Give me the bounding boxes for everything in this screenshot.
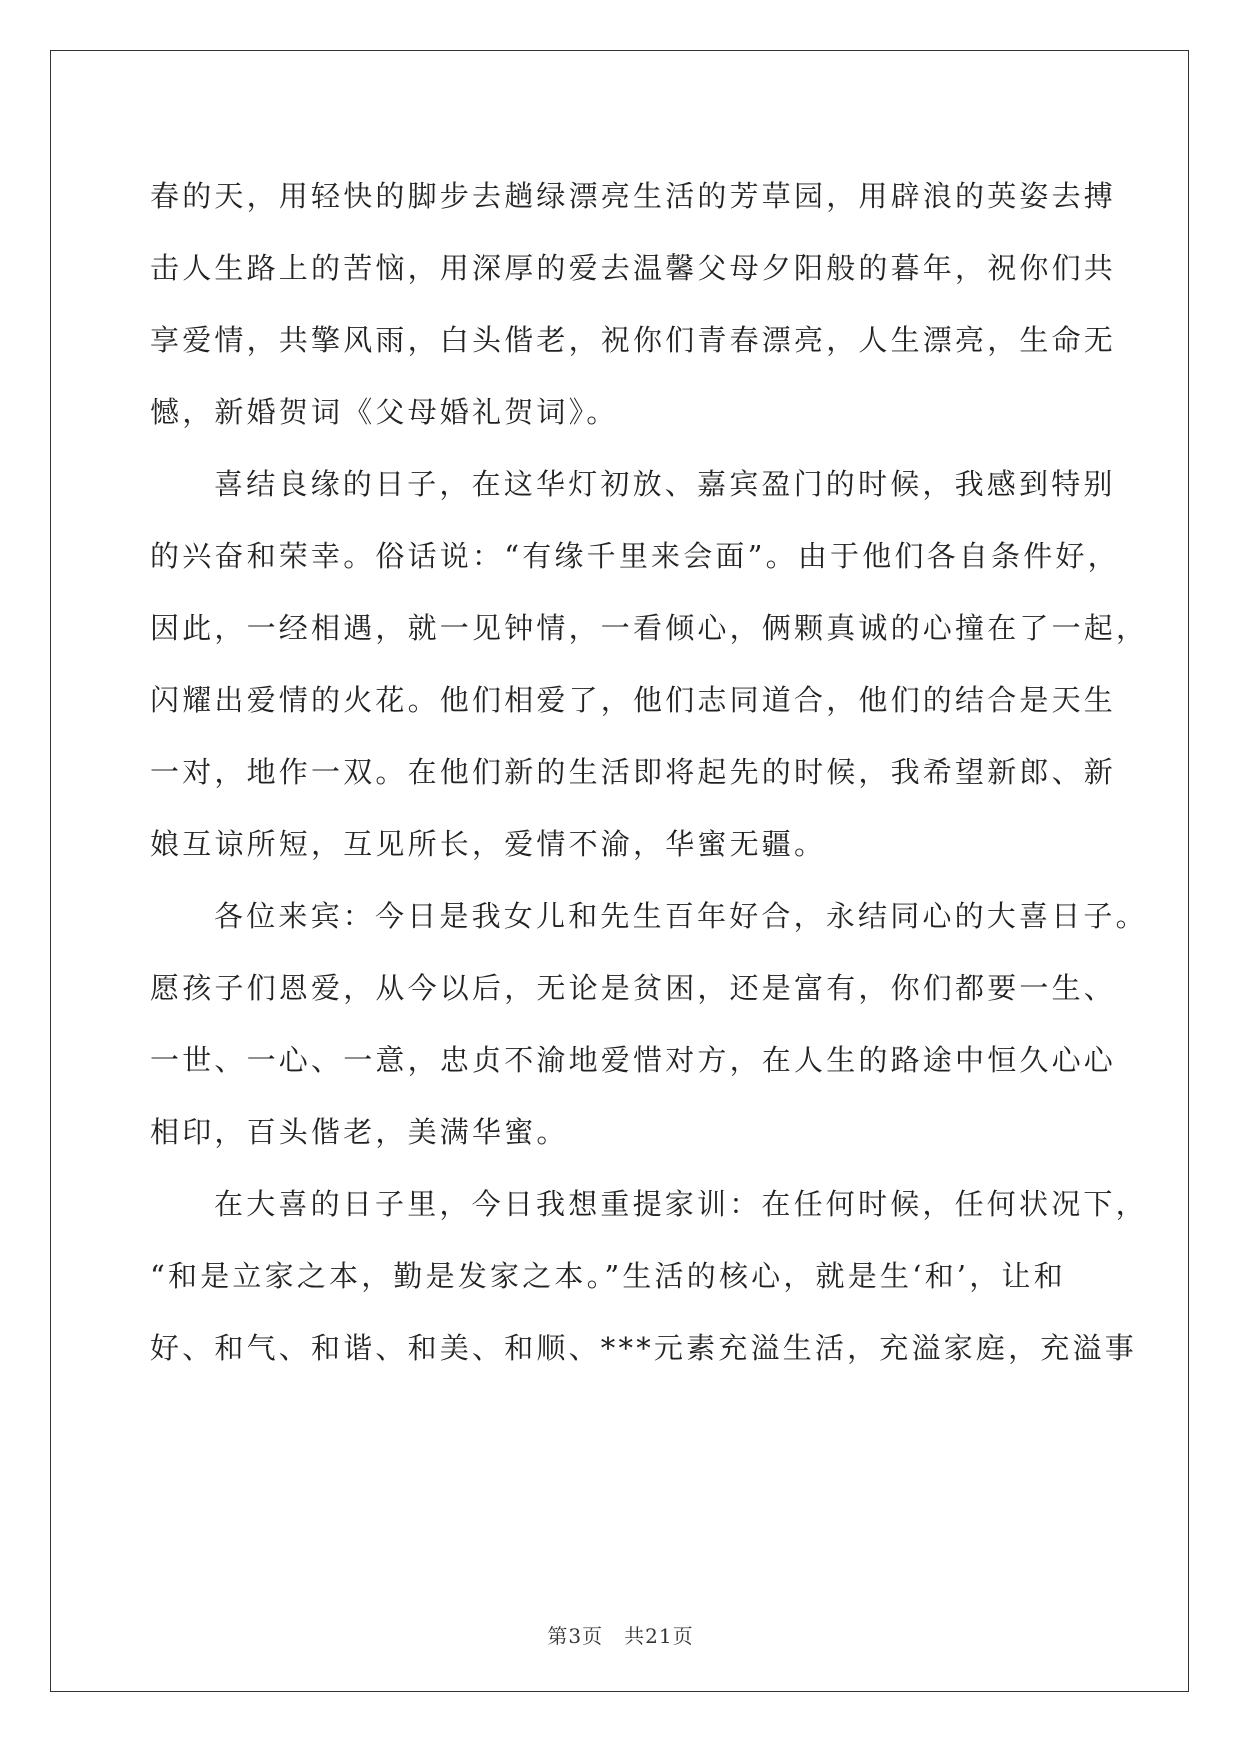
text-line: 击人生路上的苦恼，用深厚的爱去温馨父母夕阳般的暮年，祝你们共 <box>150 251 1117 285</box>
text-line: 憾，新婚贺词《父母婚礼贺词》。 <box>150 395 619 429</box>
document-body <box>150 160 1149 1384</box>
page-number-footer: 第3页 共21页 <box>547 1624 694 1648</box>
paragraph-start-line: 喜结良缘的日子，在这华灯初放、嘉宾盈门的时候，我感到特别 <box>214 467 1116 501</box>
text-line: 一世、一心、一意，忠贞不渝地爱惜对方，在人生的路途中恒久心心 <box>150 1043 1117 1077</box>
text-line: 享爱情，共擎风雨，白头偕老，祝你们青春漂亮，人生漂亮，生命无 <box>150 323 1117 357</box>
text-line: 一对，地作一双。在他们新的生活即将起先的时候，我希望新郎、新 <box>150 755 1117 789</box>
text-line: “和是立家之本，勤是发家之本。”生活的核心，就是生‘和’，让和 <box>150 1259 1066 1293</box>
paragraph-start-line: 在大喜的日子里，今日我想重提家训：在任何时候，任何状况下， <box>214 1187 1148 1221</box>
text-line: 因此，一经相遇，就一见钟情，一看倾心，俩颗真诚的心撞在了一起， <box>150 611 1149 645</box>
text-line: 愿孩子们恩爱，从今以后，无论是贫困，还是富有，你们都要一生、 <box>150 971 1117 1005</box>
text-line: 的兴奋和荣幸。俗话说：“有缘千里来会面”。由于他们各自条件好， <box>150 539 1120 573</box>
text-line: 相印，百头偕老，美满华蜜。 <box>150 1115 569 1149</box>
text-line: 春的天，用轻快的脚步去趟绿漂亮生活的芳草园，用辟浪的英姿去搏 <box>150 179 1117 213</box>
text-line: 娘互谅所短，互见所长，爱情不渝，华蜜无疆。 <box>150 827 827 861</box>
text-line: 闪耀出爱情的火花。他们相爱了，他们志同道合，他们的结合是天生 <box>150 683 1117 717</box>
text-line: 好、和气、和谐、和美、和顺、***元素充溢生活，充溢家庭，充溢事 <box>150 1331 1137 1365</box>
paragraph-start-line: 各位来宾：今日是我女儿和先生百年好合，永结同心的大喜日子。 <box>214 899 1148 933</box>
